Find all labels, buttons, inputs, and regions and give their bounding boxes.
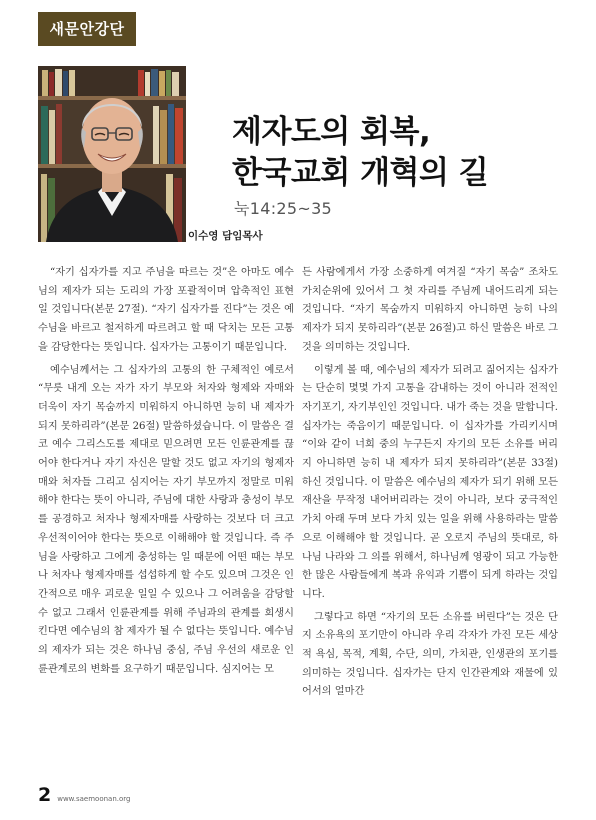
scripture-reference: 눅14:25~35 — [234, 199, 333, 218]
body-column-left — [38, 264, 294, 683]
title-line-2: 한국교회 개혁의 길 — [232, 155, 489, 191]
author-byline: 이수영 담임목사 — [188, 230, 263, 242]
paragraph: 든 사람에게서 가장 소중하게 여겨질 “자기 목숨” 조차도 가치순위에 있어서 그 첫 자리를 주님께 내어드리게 되는 것입니다. “자기 목숨까지 미워하지 아니하면 능히 나의 제자가 되지 못하리라”(본문 26절)고 하신 말씀은 바로 그것을 의미하는 것입니다. — [302, 267, 558, 353]
paragraph: 이렇게 볼 때, 예수님의 제자가 되려고 짊어지는 십자가는 단순히 몇몇 가지 고통을 감내하는 것이 아니라 전적인 자기포기, 자기부인인 것입니다. 내가 죽는 것을 말합니다. 십자가는 죽음이기 때문입니다. 이 십자가를 가리키시며 “이와 같이 너희 중의 누구든지 자기의 모든 소유를 버리지 아니하면 능히 내 제자가 되지 못하리라”(본문 33절) 하신 것입니다. 이 말씀은 예수님의 제자가 되기 위해 모든 재산을 무작정 내어버리라는 것이 아니라, 보다 궁극적인 가치 아래 두며 보다 가치 있는 일을 위해 사용하라는 말씀으로 이해해야 할 것입니다. 곧 오로지 주님의 뜻대로, 하나님 나라와 그 의를 위해서, 하나님께 영광이 되고 가능한 한 많은 사람들에게 복과 유익과 기쁨이 되게 하라는 것입니다. — [302, 364, 558, 600]
article-title — [232, 112, 572, 194]
title-line-1: 제자도의 회복, — [232, 114, 431, 150]
website-url: www.saemoonan.org — [57, 795, 131, 803]
section-tag: 새문안강단 — [38, 12, 136, 46]
page-number: 2 — [38, 784, 52, 806]
paragraph: 그렇다고 하면 “자기의 모든 소유를 버린다”는 것은 단지 소유욕의 포기만이 아니라 우리 각자가 가진 모든 세상적 욕심, 목적, 계획, 수단, 의미, 가치관, 인생관의 포기를 의미하는 것입니다. 십자가는 단지 인간관계와 재물에 있어서의 얼마간 — [302, 611, 558, 698]
body-column-right — [302, 264, 558, 706]
paragraph: “자기 십자가를 지고 주님을 따르는 것”은 아마도 예수님의 제자가 되는 도리의 가장 포괄적이며 압축적인 표현일 것입니다(본문 27절). “자기 십자가를 진다”는 것은 예수님을 바르고 철저하게 따르려고 할 때 닥치는 모든 고통을 감당한다는 뜻입니다. 십자가는 고통이기 때문입니다. — [38, 267, 294, 353]
pastor-photo — [38, 66, 186, 242]
page-footer — [38, 784, 131, 806]
paragraph: 예수님께서는 그 십자가의 고통의 한 구체적인 예로서 “무릇 내게 오는 자가 자기 부모와 처자와 형제와 자매와 더욱이 자기 목숨까지 미워하지 아니하면 능히 내 제자가 되지 못하리라”(본문 26절) 말씀하셨습니다. 이 말씀은 결코 예수 그리스도를 제대로 믿으려면 모든 인륜관계를 끊어야 한다거나 자기 자신은 말할 것도 없고 자기의 형제자매와 처자들 그리고 심지어는 자기 부모까지 정말로 미워해야 한다는 뜻이 아니라, 주님에 대한 사랑과 충성이 부모를 공경하고 처자나 형제자매를 사랑하는 것보다 더 크고 우선적이어야 한다는 뜻으로 이해해야 할 것입니다. 즉 주님을 사랑하고 그에게 충성하는 일 때문에 어떤 때는 부모나 처자나 형제자매를 섭섭하게 할 수도 있으며 그것은 인간적으로 매우 괴로운 일일 수 있으나 그 어려움을 감당할 수 없고 그래서 인륜관계를 위해 주님과의 관계를 희생시킨다면 예수님의 참 제자가 될 수 없다는 뜻입니다. 예수님의 제자가 되는 것은 하나님 중심, 주님 우선의 새로운 인륜관계로의 변화를 요구하기 때문입니다. 심지어는 모 — [38, 364, 294, 675]
portrait-illustration — [38, 66, 186, 242]
